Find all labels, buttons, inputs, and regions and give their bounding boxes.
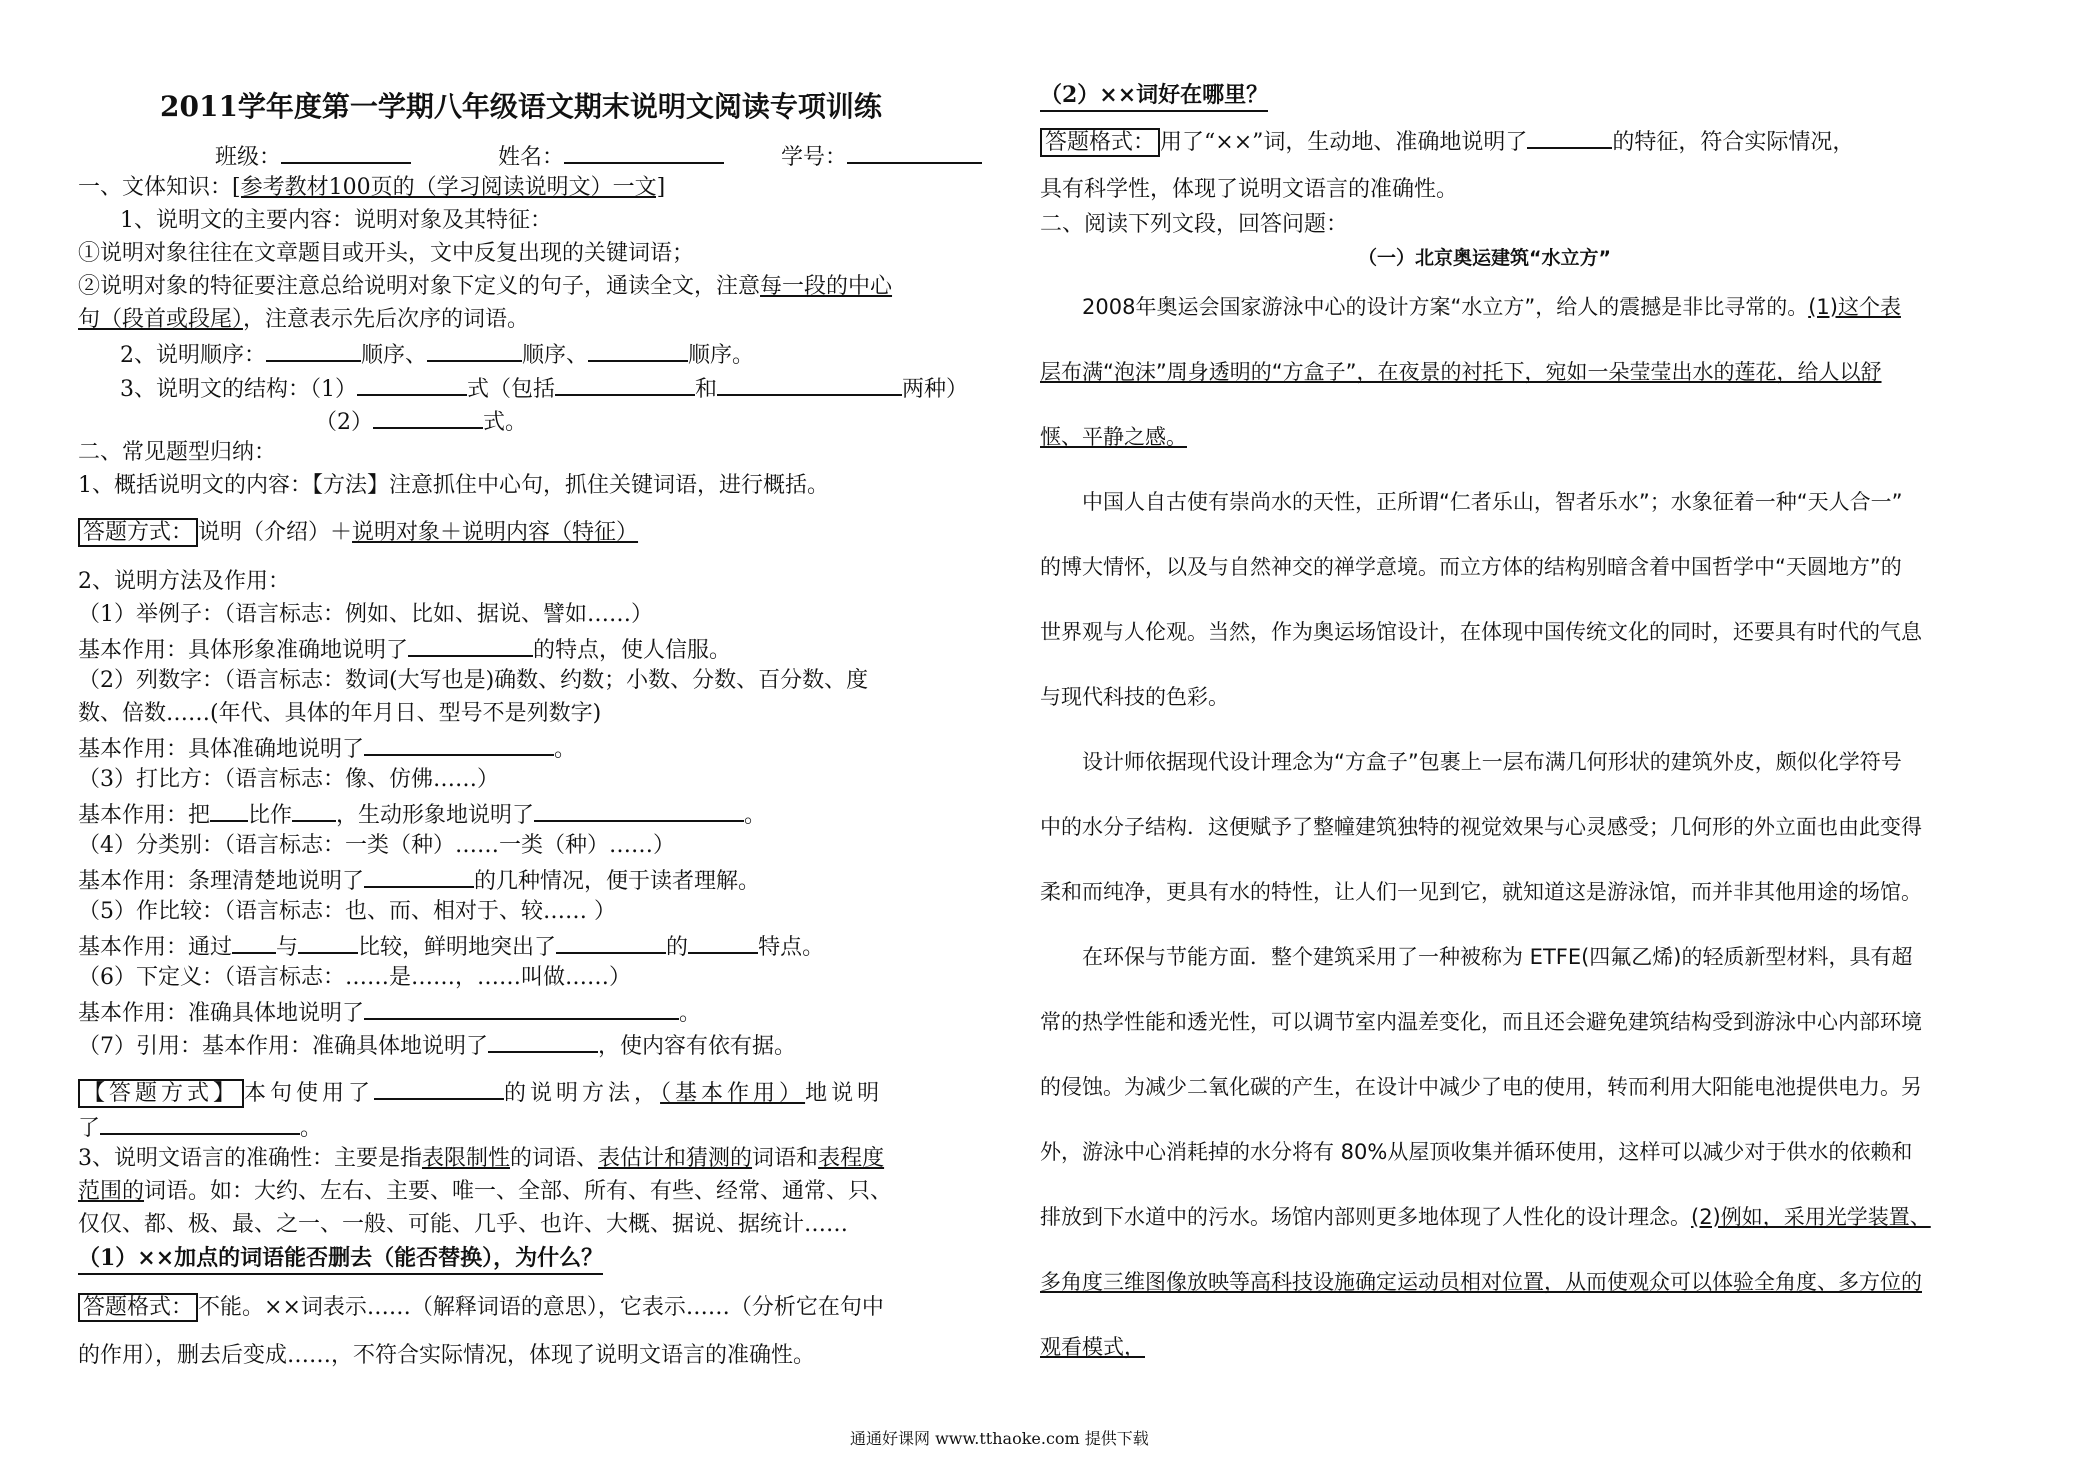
passage-p4-line-7: 观看模式，	[1040, 1335, 1145, 1359]
answer-format-4-blank[interactable]	[1527, 125, 1612, 149]
define-blank[interactable]	[364, 996, 679, 1020]
method-quote	[78, 1029, 796, 1062]
passage-p3-line-1: 设计师依据现代设计理念为“方盒子”包裹上一层布满几何形状的建筑外皮，颇似化学符号	[1082, 750, 1902, 774]
passage-p1-line-3: 惬、平静之感。	[1040, 425, 1187, 449]
structure-label: 3、说明文的结构：（1）	[120, 377, 357, 402]
passage-p4-underline-1: (2)例如，采用光学装置、	[1691, 1205, 1931, 1229]
metaphor-blank-1[interactable]	[210, 798, 248, 822]
method-example-effect-text: 基本作用：具体形象准确地说明了	[78, 638, 409, 663]
passage-p3-line-2: 中的水分子结构．这便赋予了整幢建筑独特的视觉效果与心灵感受；几何形的外立面也由此变得	[1040, 815, 1922, 839]
method-numbers-effect	[78, 732, 576, 765]
compare-blank-4[interactable]	[688, 930, 758, 954]
question-type-2: 2、说明方法及作用：	[78, 569, 290, 594]
language-accuracy-3: 仅仅、都、极、最、之一、一般、可能、几乎、也许、大概、据说、据统计……	[78, 1212, 849, 1237]
structure-blank-1[interactable]	[357, 372, 467, 396]
answer-format-4-text-2: 的特征，符合实际情况，	[1612, 130, 1855, 155]
structure-row	[120, 372, 968, 405]
answer-format-box-2: 【答题方式】	[78, 1079, 244, 1108]
passage-p4-line-2: 常的热学性能和透光性，可以调节室内温差变化，而且还会避免建筑结构受到游泳中心内部环境	[1040, 1010, 1922, 1034]
method-define-text: 基本作用：准确具体地说明了	[78, 1001, 365, 1026]
method-metaphor-text-4: 。	[744, 803, 767, 828]
class-blank[interactable]	[281, 140, 411, 164]
method-define: （6）下定义：（语言标志：……是……，……叫做……）	[78, 965, 631, 990]
order-blank-3[interactable]	[588, 338, 688, 362]
metaphor-blank-2[interactable]	[292, 798, 336, 822]
metaphor-blank-3[interactable]	[534, 798, 744, 822]
content-item-1: 1、说明文的主要内容：说明对象及其特征：	[120, 208, 552, 233]
name-blank[interactable]	[564, 140, 724, 164]
method-classify: （4）分类别：（语言标志：一类（种）……一类（种）……）	[78, 833, 675, 858]
structure-blank-4[interactable]	[373, 405, 483, 429]
structure-blank-2[interactable]	[555, 372, 695, 396]
method-quote-tail: ，使内容有依有据。	[598, 1034, 797, 1059]
method-compare-text-2: 与	[276, 935, 299, 960]
answer-format-3	[78, 1293, 884, 1323]
structure-text-4: 式。	[483, 410, 528, 435]
content-item-3-text: ②说明对象的特征要注意总给说明对象下定义的句子，通读全文，注意	[78, 274, 761, 299]
structure-row-2	[315, 405, 527, 438]
method-numbers-effect-tail: 。	[554, 737, 577, 762]
language-accuracy-2	[78, 1177, 892, 1207]
method-numbers-2: 数、倍数……(年代、具体的年月日、型号不是列数字)	[78, 701, 602, 726]
compare-blank-3[interactable]	[556, 930, 666, 954]
method-metaphor-text-2: 比作	[248, 803, 293, 828]
answer-format-box-4: 答题格式：	[1040, 128, 1160, 157]
method-define-effect	[78, 996, 701, 1029]
answer-format-2-blank-1[interactable]	[374, 1076, 504, 1100]
section-one-label: 一、文体知识：	[78, 175, 233, 200]
language-accuracy-text-2: 的词语、	[510, 1146, 599, 1171]
textbook-reference: [参考教材100页的（学习阅读说明文）一文]	[232, 175, 666, 200]
section-reading-heading: 二、阅读下列文段，回答问题：	[1040, 212, 1349, 237]
page-title: 2011学年度第一学期八年级语文期末说明文阅读专项训练	[160, 90, 882, 123]
structure-text-2: 和	[695, 377, 718, 402]
method-quote-text: （7）引用：基本作用：准确具体地说明了	[78, 1034, 488, 1059]
method-classify-text: 基本作用：条理清楚地说明了	[78, 869, 365, 894]
passage-p1-line-2: 层布满“泡沫”周身透明的“方盒子”，在夜景的衬托下，宛如一朵莹莹出水的莲花，给人以舒	[1040, 360, 1882, 384]
method-compare-effect	[78, 930, 824, 963]
compare-blank-1[interactable]	[232, 930, 276, 954]
method-compare-text-1: 基本作用：通过	[78, 935, 233, 960]
language-accuracy-underline-2: 表估计和猜测的	[598, 1146, 753, 1171]
passage-p4-line-4: 外，游泳中心消耗掉的水分将有 80%从屋顶收集并循环使用，这样可以减少对于供水的依赖和	[1040, 1140, 1913, 1164]
content-item-3-underline: 每一段的中心	[760, 274, 893, 299]
answer-format-box-1: 答题方式：	[78, 518, 198, 547]
method-numbers-blank[interactable]	[364, 732, 554, 756]
method-numbers: （2）列数字：（语言标志：数词(大写也是)确数、约数；小数、分数、百分数、度	[78, 668, 869, 693]
language-accuracy-text-4: 词语。如：大约、左右、主要、唯一、全部、所有、有些、经常、通常、只、	[144, 1179, 893, 1204]
passage-p1-line-1	[1082, 292, 1901, 322]
section-one-heading	[78, 173, 665, 203]
method-metaphor: （3）打比方：（语言标志：像、仿佛……）	[78, 767, 499, 792]
answer-format-2-underline: （基本作用）	[660, 1081, 806, 1106]
answer-format-2-text-5: 。	[300, 1116, 323, 1141]
answer-format-2-text-3: 地说明	[805, 1081, 884, 1106]
class-label: 班级：	[215, 145, 282, 170]
answer-format-2-text-4: 了	[78, 1116, 101, 1141]
language-accuracy-underline-1: 表限制性	[422, 1146, 511, 1171]
passage-p2-line-2: 的博大情怀，以及与自然神交的禅学意境。而立方体的结构别暗含着中国哲学中“天圆地方”的	[1040, 555, 1902, 579]
answer-format-2	[78, 1076, 883, 1109]
question-type-1: 1、概括说明文的内容：【方法】注意抓住中心句，抓住关键词语，进行概括。	[78, 473, 829, 498]
id-blank[interactable]	[847, 140, 982, 164]
method-metaphor-effect	[78, 798, 766, 831]
passage-p3-line-3: 柔和而纯净，更具有水的特性，让人们一见到它，就知道这是游泳馆，而并非其他用途的场馆。	[1040, 880, 1922, 904]
method-example-effect	[78, 633, 731, 666]
order-text-3: 顺序。	[688, 343, 755, 368]
compare-blank-2[interactable]	[298, 930, 358, 954]
passage-p2-line-1: 中国人自古使有崇尚水的天性，正所谓“仁者乐山，智者乐水”；水象征着一种“天人合一”	[1082, 490, 1903, 514]
answer-format-1	[78, 518, 638, 548]
answer-format-2-line-2	[78, 1111, 322, 1144]
answer-format-4-text-1: 用了“××”词，生动地、准确地说明了	[1160, 130, 1528, 155]
method-compare: （5）作比较：（语言标志：也、而、相对于、较…… ）	[78, 899, 616, 924]
method-compare-text-4: 的	[666, 935, 689, 960]
method-metaphor-text-3: ，生动形象地说明了	[336, 803, 535, 828]
language-accuracy-text-1: 3、说明文语言的准确性：主要是指	[78, 1146, 422, 1171]
method-compare-text-5: 特点。	[758, 935, 825, 960]
section-two-heading: 二、常见题型归纳：	[78, 440, 277, 465]
structure-label-2: （2）	[315, 410, 373, 435]
language-accuracy-text-3: 词语和	[752, 1146, 819, 1171]
method-compare-text-3: 比较，鲜明地突出了	[358, 935, 557, 960]
structure-text-1: 式（包括	[467, 377, 556, 402]
answer-format-box-3: 答题格式：	[78, 1293, 198, 1322]
method-example-effect-tail: 的特点，使人信服。	[533, 638, 732, 663]
passage-p1-text: 2008年奥运会国家游泳中心的设计方案“水立方”，给人的震撼是非比寻常的。	[1082, 295, 1809, 319]
method-define-tail: 。	[679, 1001, 702, 1026]
order-blank-2[interactable]	[427, 338, 522, 362]
order-blank-1[interactable]	[266, 338, 361, 362]
answer-format-2-blank-2[interactable]	[100, 1111, 300, 1135]
answer-format-3-line-2: 的作用），删去后变成……，不符合实际情况，体现了说明文语言的准确性。	[78, 1343, 816, 1368]
method-example: （1）举例子：（语言标志：例如、比如、据说、譬如……）	[78, 602, 653, 627]
method-classify-effect	[78, 864, 760, 897]
passage-p1-underline-1: (1)这个表	[1808, 295, 1901, 319]
order-label: 2、说明顺序：	[120, 343, 266, 368]
passage-p4-line-1: 在环保与节能方面．整个建筑采用了一种被称为 ETFE(四氟乙烯)的轻质新型材料，具有超	[1082, 945, 1913, 969]
answer-format-4-line-2: 具有科学性，体现了说明文语言的准确性。	[1040, 177, 1459, 202]
language-accuracy-underline-3: 表程度	[818, 1146, 885, 1171]
content-item-4-text: ，注意表示先后次序的词语。	[243, 307, 530, 332]
answer-format-2-text-2: 的说明方法，	[504, 1081, 661, 1106]
question-good-word: （2）××词好在哪里？	[1040, 80, 1268, 112]
passage-title: （一）北京奥运建筑“水立方”	[1358, 247, 1611, 269]
question-delete-word: （1）××加点的词语能否删去（能否替换），为什么？	[78, 1243, 603, 1275]
language-accuracy-underline-4: 范围的	[78, 1179, 145, 1204]
passage-p2-line-4: 与现代科技的色彩。	[1040, 685, 1229, 709]
method-numbers-effect-text: 基本作用：具体准确地说明了	[78, 737, 365, 762]
content-item-4-underline: 句（段首或段尾）	[78, 307, 244, 332]
language-accuracy	[78, 1144, 884, 1174]
order-row	[120, 338, 754, 371]
answer-format-3-text: 不能。××词表示……（解释词语的意思），它表示……（分析它在句中	[198, 1295, 884, 1320]
footer-source: 通通好课网 www.tthaoke.com 提供下载	[850, 1429, 1149, 1448]
answer-format-1-underline: 说明对象＋说明内容（特征）	[352, 520, 639, 545]
method-classify-tail: 的几种情况，便于读者理解。	[474, 869, 761, 894]
quote-blank[interactable]	[488, 1029, 598, 1053]
name-label: 姓名：	[498, 145, 565, 170]
id-label: 学号：	[781, 145, 848, 170]
content-item-4	[78, 305, 529, 335]
method-metaphor-text-1: 基本作用：把	[78, 803, 211, 828]
answer-format-2-text-1: 本句使用了	[244, 1081, 375, 1106]
order-text-2: 顺序、	[522, 343, 589, 368]
answer-format-4	[1040, 125, 1854, 158]
structure-text-3: 两种）	[902, 377, 969, 402]
student-info-row	[215, 140, 982, 173]
order-text-1: 顺序、	[361, 343, 428, 368]
structure-blank-3[interactable]	[717, 372, 902, 396]
answer-format-1-text: 说明（介绍）＋	[198, 520, 353, 545]
passage-p4-line-6: 多角度三维图像放映等高科技设施确定运动员相对位置，从而使观众可以体验全角度、多方位的	[1040, 1270, 1922, 1294]
content-item-3	[78, 272, 892, 302]
content-item-2: ①说明对象往往在文章题目或开头，文中反复出现的关键词语；	[78, 241, 695, 266]
passage-p4-line-3: 的侵蚀。为减少二氧化碳的产生，在设计中减少了电的使用，转而利用大阳能电池提供电力。另	[1040, 1075, 1922, 1099]
passage-p2-line-3: 世界观与人伦观。当然，作为奥运场馆设计，在体现中国传统文化的同时，还要具有时代的气息	[1040, 620, 1922, 644]
classify-blank[interactable]	[364, 864, 474, 888]
method-example-blank[interactable]	[408, 633, 533, 657]
passage-p4-line-5	[1040, 1202, 1931, 1232]
passage-p4-text: 排放到下水道中的污水。场馆内部则更多地体现了人性化的设计理念。	[1040, 1205, 1691, 1229]
